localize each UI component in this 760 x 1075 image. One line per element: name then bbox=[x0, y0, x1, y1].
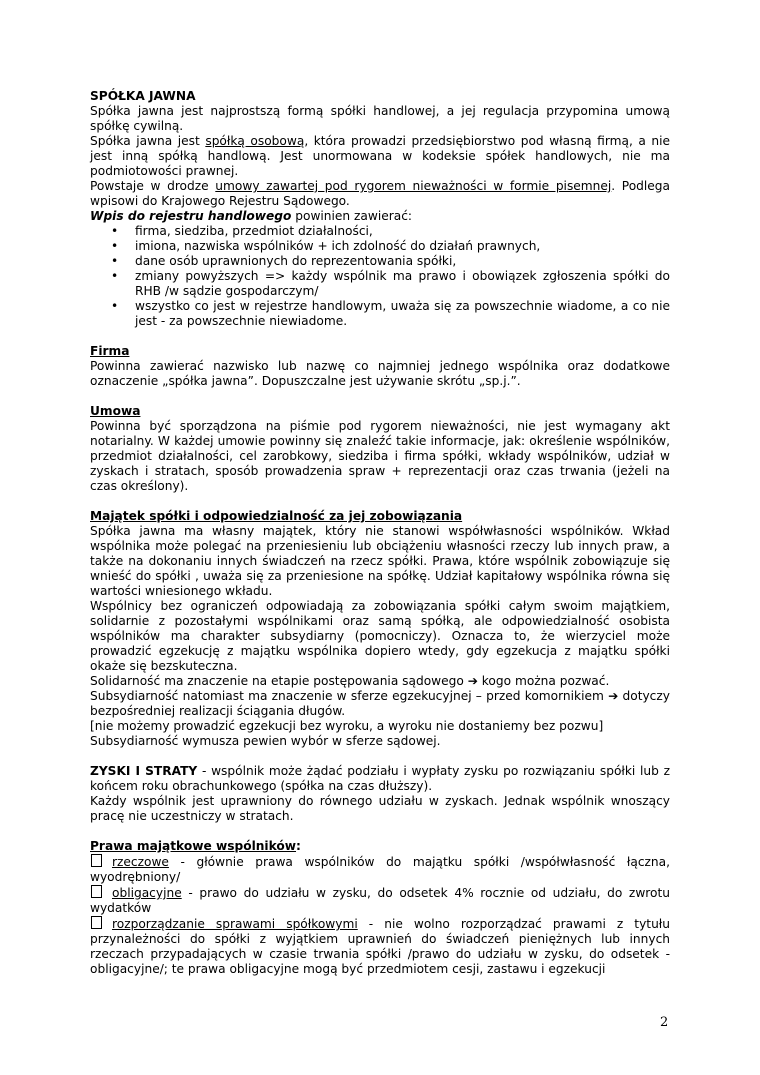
page-number: 2 bbox=[660, 1015, 669, 1030]
intro-paragraph-1: Spółka jawna jest najprostszą formą spółki handlowej, a jej regulacja przypomina umową spółkę cywilną. bbox=[90, 104, 670, 133]
list-item: • imiona, nazwiska wspólników + ich zdolność do działań prawnych, bbox=[90, 239, 670, 254]
arrow-right-icon: ➔ bbox=[467, 674, 478, 688]
majatek-paragraph-1: Spółka jawna ma własny majątek, który nie stanowi współwłasności wspólników. Wkład wspólnika może polegać na przeniesieniu lub obciążeniu własności rzeczy lub innych praw, a także na dokonaniu innych świadczeń na rzecz spółki. Prawa, które wspólnik zobowiązuje się wnieść do spółki , uważa się za przeniesione na spółkę. Udział kapitałowy wspólnika równa się wartości wniesionego wkładu. bbox=[90, 524, 670, 598]
majatek-paragraph-5: [nie możemy prowadzić egzekucji bez wyroku, a wyroku nie dostaniemy bez pozwu] bbox=[90, 719, 604, 733]
list-item: obligacyjne - prawo do udziału w zysku, do odsetek 4% rocznie od udziału, do zwrotu wydatków bbox=[90, 886, 670, 915]
zyski-paragraph-1: ZYSKI I STRATY - wspólnik może żądać podziału i wypłaty zysku po rozwiązaniu spółki lub z końcem roku obrachunkowego (spółka na czas dłuższy). bbox=[90, 764, 670, 793]
checkbox-square-icon bbox=[91, 916, 102, 929]
umowa-paragraph: Powinna być sporządzona na piśmie pod rygorem nieważności, nie jest wymagany akt notarialny. W każdej umowie powinny się znaleźć takie informacje, jak: określenie wspólników, przedmiot działalności, cel zarobkowy, siedziba i firma spółki, wkłady wspólników, udział w zyskach i stratach, sposób prowadzenia spraw + reprezentacji oraz czas trwania (jeżeli na czas określony). bbox=[90, 419, 670, 493]
majatek-paragraph-6: Subsydiarność wymusza pewien wybór w sferze sądowej. bbox=[90, 734, 441, 748]
firma-paragraph: Powinna zawierać nazwisko lub nazwę co najmniej jednego wspólnika oraz dodatkowe oznaczenie „spółka jawna”. Dopuszczalne jest używanie skrótu „sp.j.”. bbox=[90, 359, 670, 388]
majatek-paragraph-4: Subsydiarność natomiast ma znaczenie w sferze egzekucyjnej – przed komornikiem ➔ dotyczy bezpośredniej realizacji ściągania długów. bbox=[90, 689, 670, 718]
section-heading-prawa: Prawa majątkowe wspólników: bbox=[90, 839, 301, 853]
document-title: SPÓŁKA JAWNA bbox=[90, 89, 196, 103]
intro-paragraph-4: Wpis do rejestru handlowego powinien zawierać: bbox=[90, 209, 413, 223]
list-item: rzeczowe - głównie prawa wspólników do majątku spółki /współwłasność łączna, wyodrębniony/ bbox=[90, 855, 670, 884]
checkbox-square-icon bbox=[91, 885, 102, 898]
list-item: • dane osób uprawnionych do reprezentowania spółki, bbox=[90, 254, 670, 269]
zyski-heading: ZYSKI I STRATY bbox=[90, 764, 198, 778]
majatek-paragraph-2: Wspólnicy bez ograniczeń odpowiadają za zobowiązania spółki całym swoim majątkiem, solidarnie z pozostałymi wspólnikami oraz samą spółką, ale odpowiedzialność osobista wspólników ma charakter subsydiarny (pomocniczy). Oznacza to, że wierzyciel może prowadzić egzekucję z majątku wspólnika dopiero wtedy, gdy egzekucja z majątku spółki okaże się bezskuteczna. bbox=[90, 599, 670, 673]
section-heading-majatek: Majątek spółki i odpowiedzialność za jej zobowiązania bbox=[90, 509, 463, 523]
intro-paragraph-3: Powstaje w drodze umowy zawartej pod rygorem nieważności w formie pisemnej. Podlega wpisowi do Krajowego Rejestru Sądowego. bbox=[90, 179, 670, 208]
majatek-paragraph-3: Solidarność ma znaczenie na etapie postępowania sądowego ➔ kogo można pozwać. bbox=[90, 674, 610, 688]
arrow-right-icon: ➔ bbox=[608, 689, 619, 703]
intro-paragraph-2: Spółka jawna jest spółką osobową, która prowadzi przedsiębiorstwo pod własną firmą, a nie jest inną spółką handlową. Jest unormowana w kodeksie spółek handlowych, nie ma podmiotowości prawnej. bbox=[90, 134, 671, 178]
zyski-paragraph-2: Każdy wspólnik jest uprawniony do równego udziału w zyskach. Jednak wspólnik wnoszący pracę nie uczestniczy w stratach. bbox=[90, 794, 670, 823]
list-item: • zmiany powyższych => każdy wspólnik ma prawo i obowiązek zgłoszenia spółki do RHB /w sądzie gospodarczym/ bbox=[90, 269, 670, 299]
list-item: • wszystko co jest w rejestrze handlowym, uważa się za powszechnie wiadome, a co nie jest - za powszechnie niewiadome. bbox=[90, 299, 670, 329]
registry-bullet-list bbox=[90, 224, 670, 329]
document-page bbox=[90, 89, 670, 977]
list-item: • firma, siedziba, przedmiot działalności, bbox=[90, 224, 670, 239]
section-heading-umowa: Umowa bbox=[90, 404, 141, 418]
checkbox-square-icon bbox=[91, 854, 102, 867]
list-item: rozporządzanie sprawami spółkowymi - nie wolno rozporządzać prawami z tytułu przynależności do spółki z wyjątkiem uprawnień do świadczeń pieniężnych lub innych rzeczach przypadających w czasie trwania spółki /prawo do udziału w zysku, do odsetek - obligacyjne/; te prawa obligacyjne mogą być przedmiotem cesji, zastawu i egzekucji bbox=[90, 917, 670, 976]
underlined-term: umowy zawartej pod rygorem nieważności w formie pisemnej bbox=[215, 179, 612, 193]
underlined-term: spółką osobową bbox=[205, 134, 305, 148]
section-heading-firma: Firma bbox=[90, 344, 130, 358]
